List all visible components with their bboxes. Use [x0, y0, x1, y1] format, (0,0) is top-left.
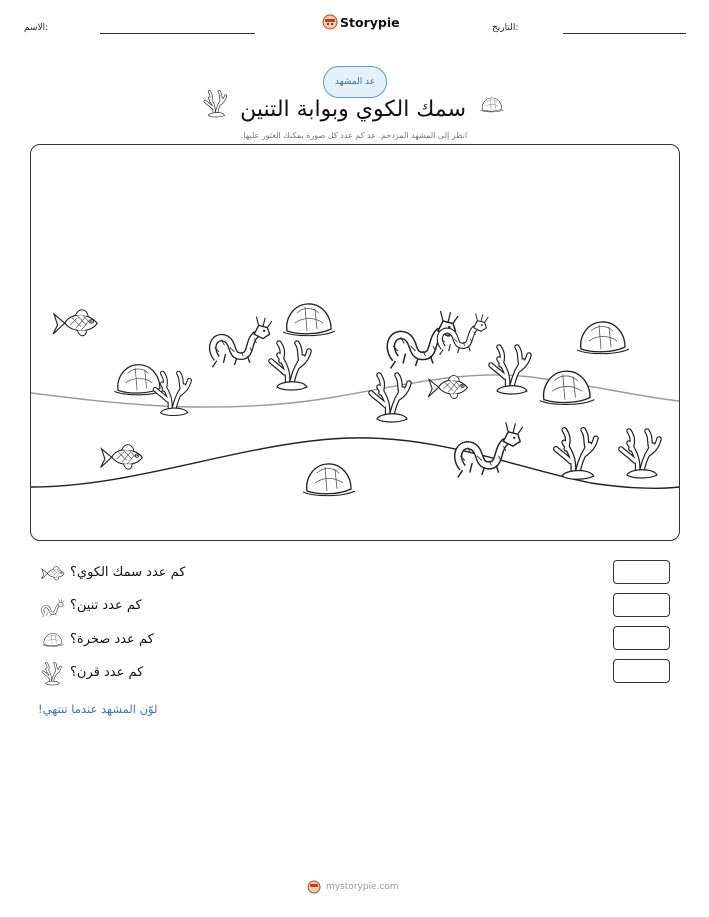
coral-horn [556, 430, 596, 479]
coloring-note: لوّن المشهد عندما تنتهي! [38, 702, 158, 716]
storypie-mascot-icon [322, 14, 338, 30]
footer [307, 879, 417, 895]
instructions: انظر إلى المشهد المزدحم. عد كم عدد كل صورة يمكنك العثور عليها. [240, 131, 468, 140]
brand-name: Storypie [340, 15, 400, 30]
section-badge: عد المشهد [323, 66, 387, 98]
coral-horn [155, 373, 189, 415]
rock-icon [42, 630, 64, 650]
date-field[interactable] [563, 33, 686, 34]
question-rock: كم عدد صخرة؟ [70, 632, 154, 647]
answer-box-dragon[interactable] [613, 593, 670, 617]
question-horn: كم عدد قرن؟ [70, 665, 144, 680]
koi-fish [53, 310, 97, 336]
rock [577, 322, 629, 354]
rock [540, 371, 595, 404]
page-title: سمك الكوي وبوابة التنين [240, 97, 466, 122]
coral-horn [491, 347, 529, 394]
coral-horn [271, 343, 309, 390]
name-label: الاسم: [24, 23, 49, 33]
brand-logo [322, 13, 402, 33]
coral-horn [621, 431, 659, 478]
name-field[interactable] [100, 33, 255, 34]
rock [283, 304, 335, 336]
scene-drawing [31, 145, 679, 540]
dragon-icon [41, 596, 65, 620]
koi-fish-icon [41, 562, 65, 586]
koi-fish [101, 445, 143, 470]
answer-box-koi[interactable] [613, 560, 670, 584]
dragon [391, 311, 459, 369]
answer-box-rock[interactable] [613, 626, 670, 650]
dragon [212, 317, 271, 368]
rock [303, 464, 355, 496]
question-dragon: كم عدد تنين؟ [70, 598, 142, 613]
coral-horn-icon [204, 90, 230, 118]
dragon [458, 422, 523, 477]
answer-box-horn[interactable] [613, 659, 670, 683]
coral-horn [371, 375, 409, 422]
question-koi: كم عدد سمك الكوي؟ [70, 565, 186, 580]
storypie-mascot-icon [307, 880, 321, 894]
koi-fish [428, 375, 467, 398]
footer-site[interactable]: mystorypie.com [326, 882, 399, 892]
rock-icon [480, 95, 504, 115]
date-label: التاريخ: [492, 23, 519, 33]
coral-horn-icon [42, 661, 64, 687]
counting-scene[interactable] [30, 144, 680, 541]
